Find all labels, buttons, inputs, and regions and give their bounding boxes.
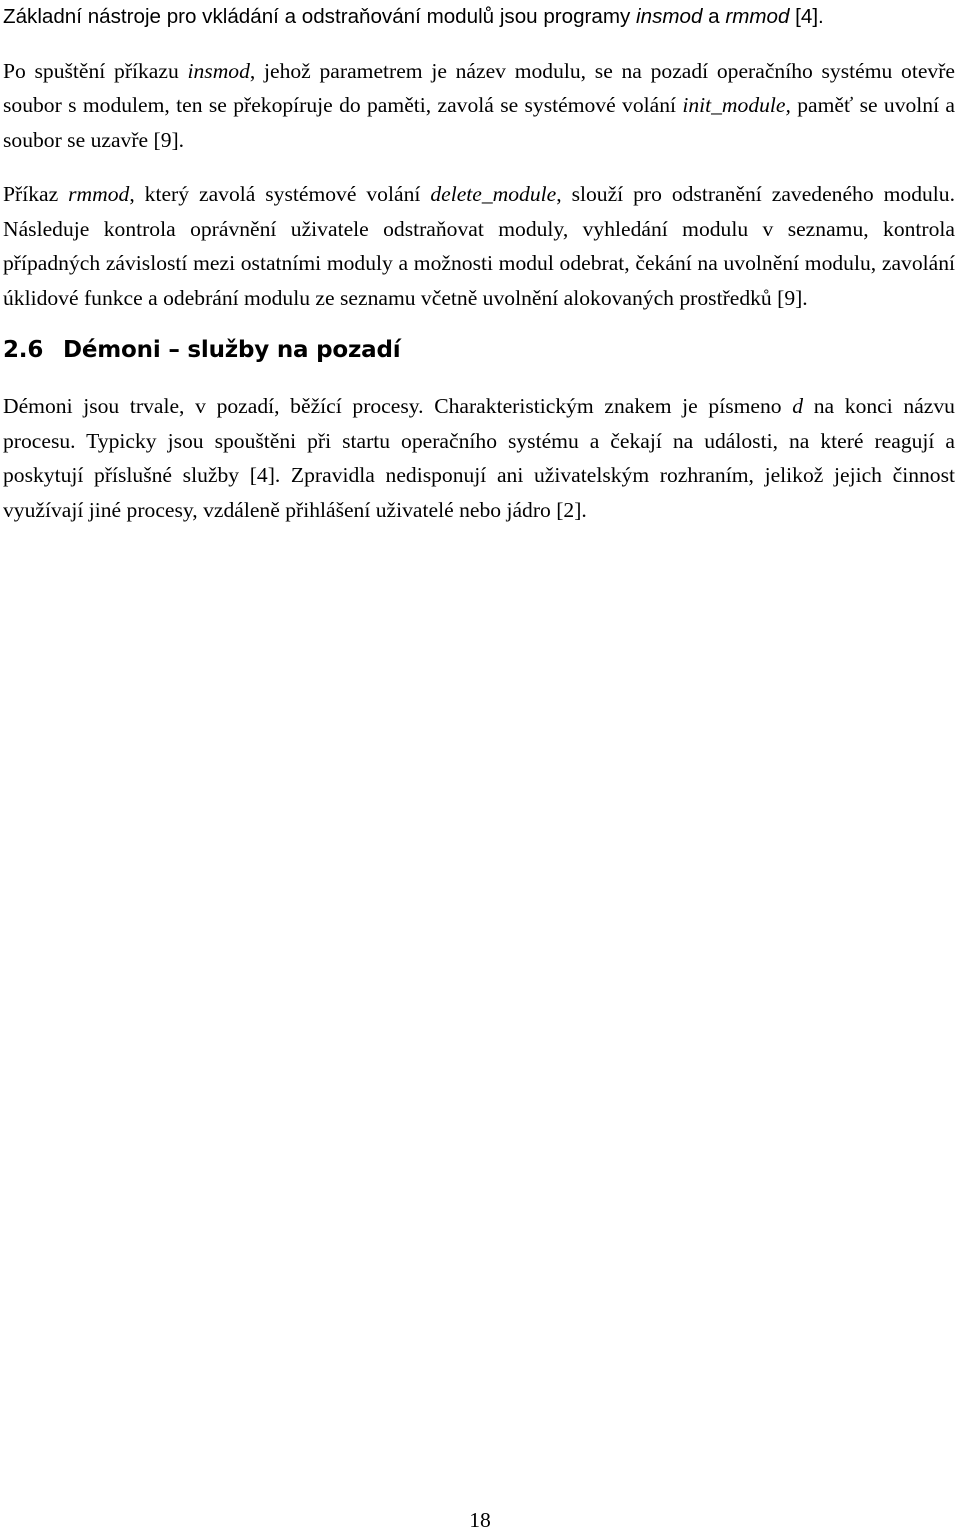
text-run: a (708, 5, 726, 28)
text-run: na konci názvu procesu. Typicky jsou spouštěni při startu operačního systému a čekají na události, na které reagují a poskytují příslušné služby [4]. Zpravidla nedisponují ani uživatelským rozhraním, jelikož jejich činnost využívají jiné procesy, vzdáleně přihlášení uživatelé nebo jádro [2]. (3, 394, 955, 522)
italic-term: init_module, (682, 93, 791, 117)
section-title: Démoni – služby na pozadí (63, 337, 401, 363)
paragraph-daemons-description (3, 389, 955, 527)
section-number: 2.6 (3, 337, 44, 363)
paragraph-gap (3, 157, 955, 177)
paragraph-rmmod-description (3, 177, 955, 315)
italic-term: rmmod (68, 182, 130, 206)
text-run: , slouží pro odstranění zavedeného modulu. Následuje kontrola oprávnění uživatele odstraňovat moduly, vyhledání modulu v seznamu, kontrola případných závislostí mezi ostatními moduly a možnosti modul odebrat, čekání na uvolnění modulu, zavolání úklidové funkce a odebrání modulu ze seznamu včetně uvolnění alokovaných prostředků [9]. (3, 182, 955, 310)
italic-term: d (792, 394, 804, 418)
text-run: Démoni jsou trvale, v pozadí, běžící procesy. Charakteristickým znakem je písmeno (3, 394, 793, 418)
paragraph-insmod-description (3, 54, 955, 158)
italic-term: delete_module (430, 182, 557, 206)
text-run: Příkaz (3, 182, 69, 206)
page-number: 18 (469, 1508, 491, 1532)
heading-gap (3, 367, 955, 389)
italic-term: rmmod (725, 5, 790, 28)
text-run: Základní nástroje pro vkládání a odstraňování modulů jsou programy (3, 5, 637, 28)
document-page (3, 0, 955, 527)
text-run: , jehož parametrem je název modulu, se na pozadí operačního systému otevře soubor s modulem, ten se překopíruje do paměti, zavolá se systémové volání (3, 58, 955, 117)
section-heading (3, 333, 955, 367)
paragraph-gap (3, 35, 955, 54)
text-run: Po spuštění příkazu (3, 58, 188, 83)
text-run: [4]. (789, 5, 824, 28)
text-run: , který zavolá systémové volání (129, 182, 431, 206)
text-run: paměť se uvolní a soubor se uzavře [9]. (3, 93, 956, 152)
italic-term: insmod (187, 58, 250, 83)
italic-term: insmod (636, 5, 709, 28)
paragraph-insmod-rmmod-intro (3, 0, 955, 35)
heading-gap (3, 315, 955, 333)
